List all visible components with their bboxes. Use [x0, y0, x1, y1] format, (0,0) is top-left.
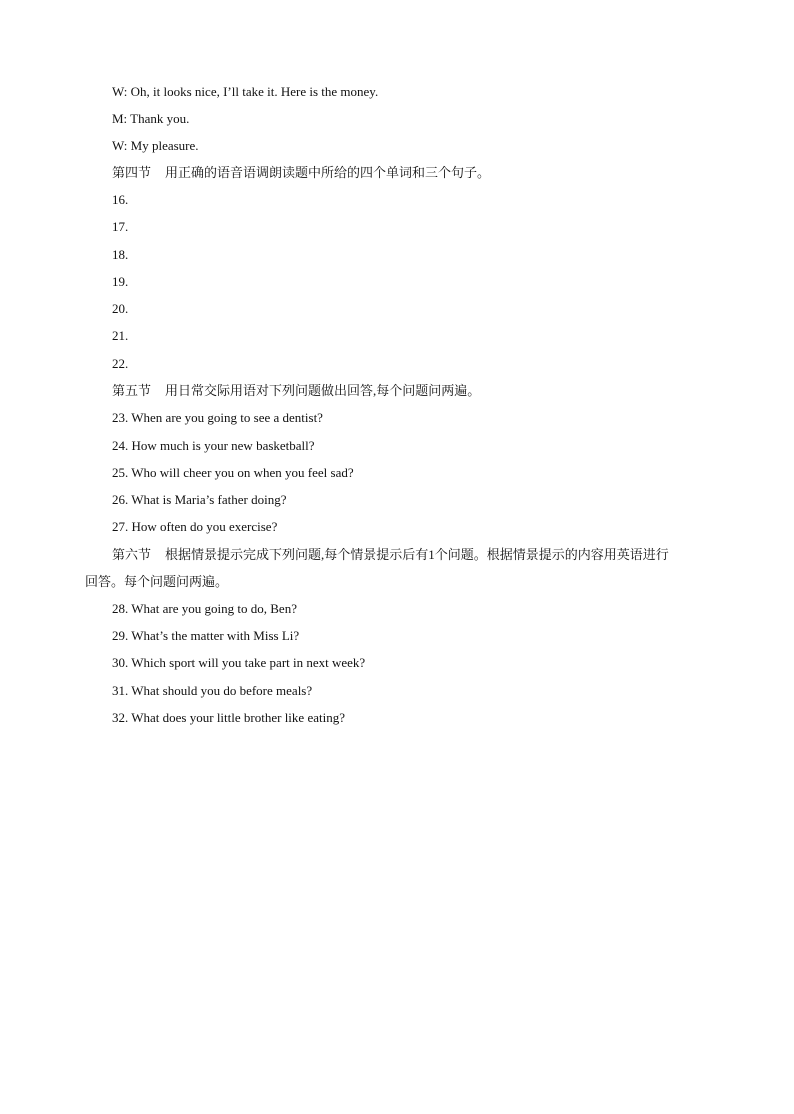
question-item: 26. What is Maria’s father doing? — [112, 492, 287, 507]
section4-heading — [112, 164, 490, 182]
item-number: 17. — [112, 219, 129, 234]
section6-heading-line1 — [85, 541, 715, 568]
item-number: 22. — [112, 356, 129, 371]
question-item: 29. What’s the matter with Miss Li? — [112, 628, 300, 643]
section6-heading — [85, 541, 715, 595]
question-item: 28. What are you going to do, Ben? — [112, 601, 297, 616]
question-item: 27. How often do you exercise? — [112, 519, 278, 534]
section5-tag: 第五节 — [112, 383, 152, 398]
section4-instruction: 用正确的语音语调朗读题中所给的四个单词和三个句子。 — [165, 165, 491, 180]
section6-instruction-line2: 回答。每个问题问两遍。 — [85, 574, 229, 589]
question-item: 23. When are you going to see a dentist? — [112, 410, 323, 425]
dialogue-line: M: Thank you. — [112, 111, 190, 126]
question-item: 32. What does your little brother like eating? — [112, 710, 345, 725]
item-number: 20. — [112, 301, 129, 316]
dialogue-line: W: Oh, it looks nice, I’ll take it. Here is the money. — [112, 84, 379, 99]
section6-instruction-line1: 根据情景提示完成下列问题,每个情景提示后有1个问题。根据情景提示的内容用英语进行 — [165, 547, 669, 562]
section4-tag: 第四节 — [112, 165, 152, 180]
question-item: 25. Who will cheer you on when you feel sad? — [112, 465, 354, 480]
dialogue-line: W: My pleasure. — [112, 138, 199, 153]
item-number: 21. — [112, 328, 129, 343]
section5-heading — [112, 382, 480, 400]
question-item: 31. What should you do before meals? — [112, 683, 313, 698]
section6-tag: 第六节 — [112, 547, 152, 562]
item-number: 18. — [112, 247, 129, 262]
section5-instruction: 用日常交际用语对下列问题做出回答,每个问题问两遍。 — [165, 383, 481, 398]
question-item: 24. How much is your new basketball? — [112, 438, 315, 453]
question-item: 30. Which sport will you take part in next week? — [112, 655, 366, 670]
item-number: 16. — [112, 192, 129, 207]
item-number: 19. — [112, 274, 129, 289]
